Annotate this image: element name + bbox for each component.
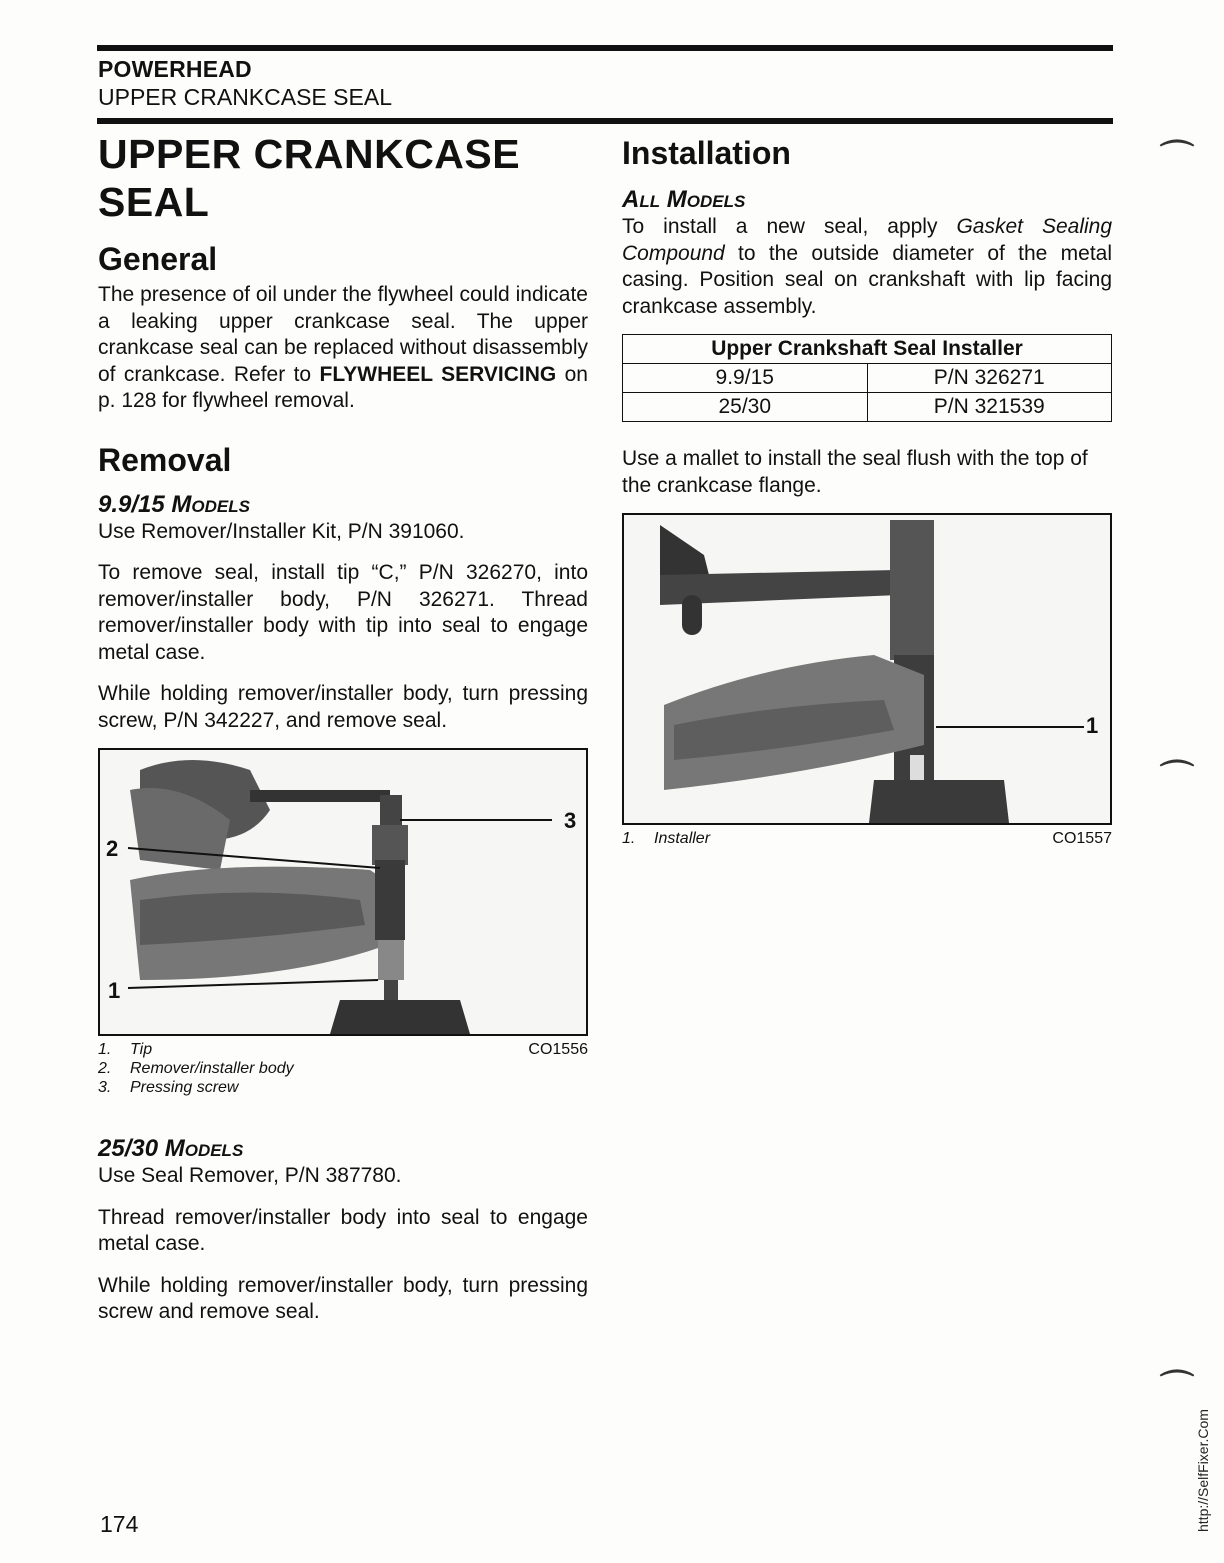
general-paragraph: The presence of oil under the flywheel could indicate a leaking upper crankcase seal. The upper crankcase seal can be replaced without disassembly of crankcase. Refer to FLYWHEEL SERVICING on p. 128 for flywheel removal. [98, 283, 588, 412]
mallet-paragraph: Use a mallet to install the seal flush with the top of the crankcase flange. [622, 447, 1088, 497]
right-column [622, 130, 1112, 848]
figure1-caption [98, 1040, 588, 1097]
removal-9915-p2: To remove seal, install tip “C,” P/N 326270, into remover/installer body, P/N 326271. Thread remover/installer body with tip into seal to engage metal case. [98, 561, 588, 664]
header-top-rule [97, 45, 1113, 51]
watermark: http://SelfFixer.Com [1195, 1409, 1211, 1532]
removal-2530-p3: While holding remover/installer body, turn pressing screw and remove seal. [98, 1273, 588, 1323]
callout-3: 3 [564, 808, 577, 833]
binding-mark: ⌒ [1160, 139, 1194, 177]
caption-item: 1. Installer [622, 830, 711, 847]
installation-paragraph: To install a new seal, apply Gasket Sealing Compound to the outside diameter of the metal casing. Position seal on crankshaft with lip facing crankcase assembly. [622, 215, 1113, 318]
table-row [623, 393, 1112, 422]
subheading-9915-models: 9.9/15 Models [98, 490, 250, 518]
binding-mark: ⌒ [1160, 759, 1194, 797]
subheading-all-models: All Models [622, 186, 746, 213]
general-heading: General [98, 241, 218, 277]
caption-item: 2. Remover/installer body [98, 1060, 294, 1077]
callout-1: 1 [108, 978, 121, 1003]
removal-9915-p1: Use Remover/Installer Kit, P/N 391060. [98, 519, 465, 543]
header-bottom-rule [97, 118, 1113, 124]
subsection-title: UPPER CRANKCASE SEAL [98, 84, 392, 110]
gasket-compound-ref: Gasket Sealing Compound [622, 215, 1113, 265]
figure-remover-installer [98, 748, 588, 1036]
installer-photo [624, 515, 1110, 823]
table-cell-model: 25/30 [623, 393, 868, 422]
flywheel-servicing-ref: FLYWHEEL SERVICING [319, 362, 557, 386]
table-cell-pn: P/N 326271 [867, 364, 1112, 393]
caption-item: 3. Pressing screw [98, 1079, 239, 1096]
page-title: UPPER CRANKCASE SEAL [98, 131, 521, 225]
caption-item: 1. Tip [98, 1041, 153, 1058]
section-title: POWERHEAD [98, 56, 252, 82]
remover-photo [100, 750, 586, 1034]
page-number: 174 [100, 1511, 139, 1537]
table-header-row [623, 335, 1112, 364]
subheading-2530-models: 25/30 Models [98, 1135, 244, 1162]
figure2-code: CO1557 [1052, 830, 1112, 847]
removal-9915-p3: While holding remover/installer body, turn pressing screw, P/N 342227, and remove seal. [98, 682, 588, 732]
table-cell-pn: P/N 321539 [867, 393, 1112, 422]
callout-1: 1 [1086, 713, 1099, 738]
table-row [623, 364, 1112, 393]
seal-installer-table [622, 334, 1112, 422]
table-cell-model: 9.9/15 [623, 364, 868, 393]
removal-2530-p1: Use Seal Remover, P/N 387780. [98, 1164, 402, 1187]
callout-2: 2 [106, 836, 119, 861]
removal-heading: Removal [98, 441, 232, 478]
figure1-code: CO1556 [528, 1041, 588, 1058]
figure-installer [622, 513, 1112, 825]
installation-heading: Installation [622, 135, 791, 171]
figure2-caption [622, 829, 1112, 848]
table-title: Upper Crankshaft Seal Installer [623, 335, 1112, 364]
left-column [98, 130, 588, 1326]
binding-mark: ⌒ [1160, 1369, 1194, 1407]
removal-2530-p2: Thread remover/installer body into seal to engage metal case. [98, 1205, 588, 1255]
